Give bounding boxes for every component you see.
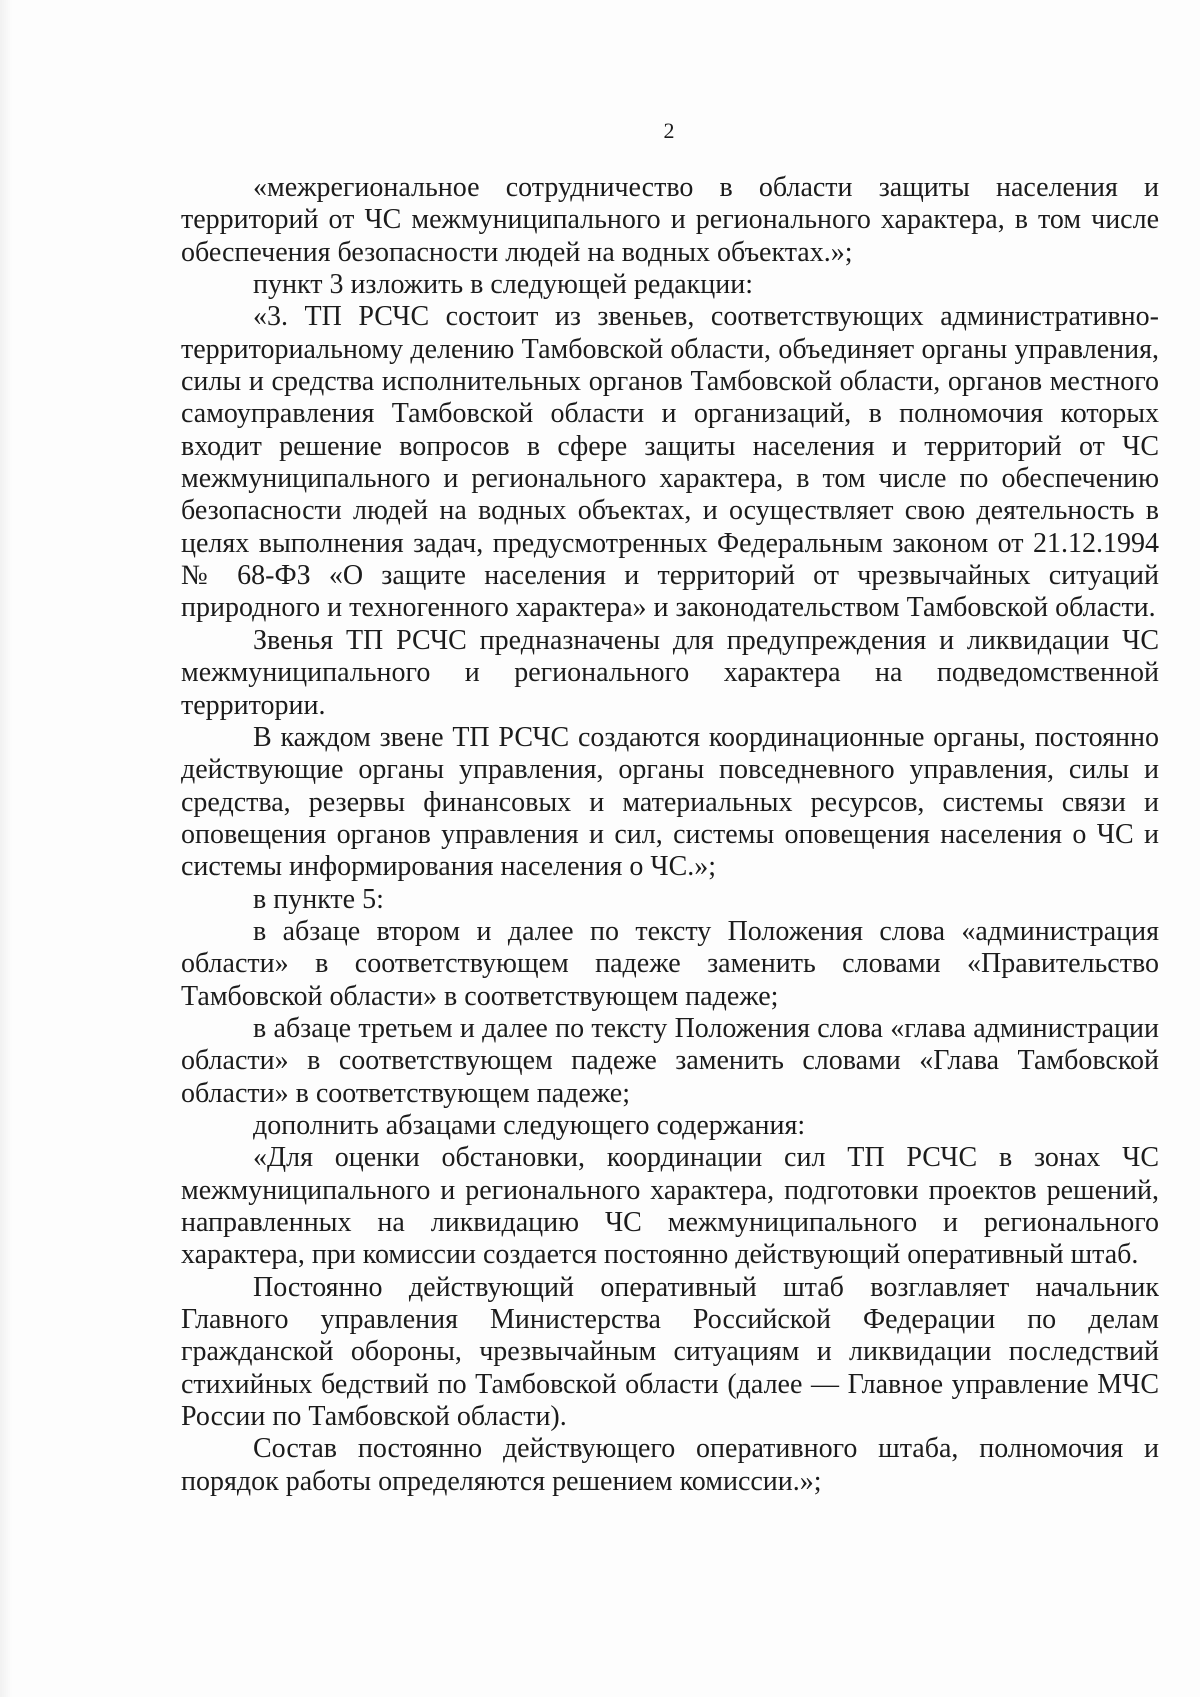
paragraph-staff-composition: Состав постоянно действующего оперативного штаба, полномочия и порядок работы определяются решением комиссии.»; [181, 1433, 1159, 1497]
paragraph-point-5-intro: в пункте 5: [253, 883, 384, 915]
paragraph-links-structure: В каждом звене ТП РСЧС создаются координационные органы, постоянно действующие органы управления, органы повседневного управления, силы и средства, резервы финансовых и материальных ресурсов, системы связи и оповещения органов управления и сил, системы оповещения населения о ЧС и системы информирования населения о ЧС.»; [181, 721, 1159, 883]
document-body [181, 172, 1159, 1498]
paragraph-operational-staff: «Для оценки обстановки, координации сил ТП РСЧС в зонах ЧС межмуниципального и регионального характера, подготовки проектов решений, направленных на ликвидацию ЧС межмуниципального и регионального характера, при комиссии создается постоянно действующий оперативный штаб. [181, 1142, 1159, 1271]
scan-edge-shadow [0, 0, 12, 1697]
page-number: 2 [663, 118, 675, 143]
paragraph-point-3-text: «3. ТП РСЧС состоит из звеньев, соответствующих административно-территориальному делению Тамбовской области, объединяет органы управления, силы и средства исполнительных органов Тамбовской области, органов местного самоуправления Тамбовской области и организаций, в полномочия которых входит решение вопросов в сфере защиты населения и территорий от ЧС межмуниципального и регионального характера, в том числе по обеспечению безопасности людей на водных объектах, и осуществляет свою деятельность в целях выполнения задач, предусмотренных Федеральным законом от 21.12.1994 № 68-ФЗ «О защите населения и территорий от чрезвычайных ситуаций природного и техногенного характера» и законодательством Тамбовской области. [181, 301, 1159, 624]
paragraph-point-3-intro: пункт 3 изложить в следующей редакции: [253, 269, 753, 301]
paragraph-add-abzacs: дополнить абзацами следующего содержания: [253, 1109, 806, 1141]
paragraph-abzac-2: в абзаце втором и далее по тексту Положения слова «администрация области» в соответствующем падеже заменить словами «Правительство Тамбовской области» в соответствующем падеже; [181, 915, 1159, 1012]
paragraph-abzac-3: в абзаце третьем и далее по тексту Положения слова «глава администрации области» в соответствующем падеже заменить словами «Глава Тамбовской области» в соответствующем падеже; [181, 1012, 1159, 1109]
paragraph-staff-head: Постоянно действующий оперативный штаб возглавляет начальник Главного управления Министерства Российской Федерации по делам гражданской обороны, чрезвычайным ситуациям и ликвидации последствий стихийных бедствий по Тамбовской области (далее — Главное управление МЧС России по Тамбовской области). [181, 1271, 1159, 1433]
paragraph-links-purpose: Звенья ТП РСЧС предназначены для предупреждения и ликвидации ЧС межмуниципального и регионального характера на подведомственной территории. [181, 624, 1159, 721]
paragraph-interregional-cooperation: «межрегиональное сотрудничество в области защиты населения и территорий от ЧС межмуниципального и регионального характера, в том числе обеспечения безопасности людей на водных объектах.»; [181, 172, 1159, 268]
